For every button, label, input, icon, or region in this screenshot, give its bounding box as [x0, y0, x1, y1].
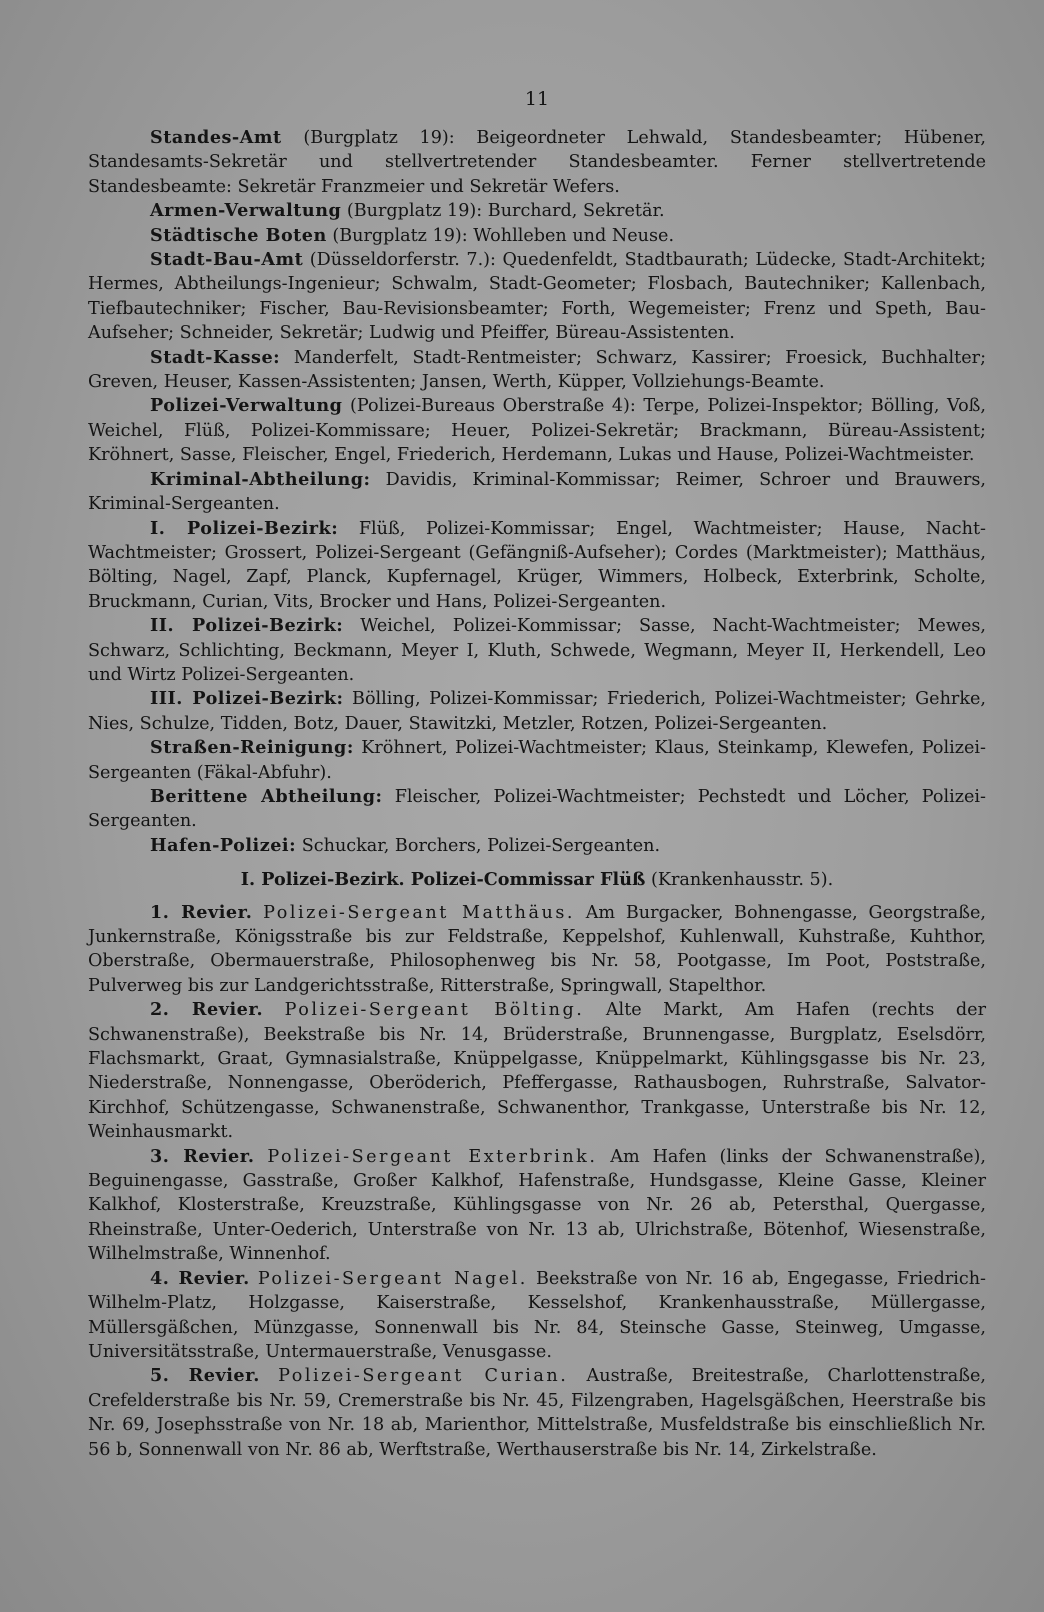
entry-heading: Hafen-Polizei:: [150, 834, 297, 856]
entry-standes-amt: [88, 126, 986, 199]
revier-heading: 3. Revier.: [150, 1145, 255, 1167]
entry-text: (Düsseldorferstr. 7.): Quedenfeldt, Stadtbaurath; Lüdecke, Stadt-Architekt; Hermes, Abtheilungs-Ingenieur; Schwalm, Stadt-Geometer; Flosbach, Bautechniker; Kallenbach, Tiefbautechniker; Fischer, Bau-Revisionsbeamter; Forth, Wegemeister; Frenz und Speth, Bau-Aufseher; Schneider, Sekretär; Ludwig und Pfeiffer, Büreau-Assistenten.: [88, 250, 986, 344]
entry-stadt-bau-amt: [88, 248, 986, 346]
entry-heading: Straßen-Reinigung:: [150, 737, 354, 759]
entry-text: Davidis, Kriminal-Kommissar; Reimer, Schroer und Brauwers, Kriminal-Sergeanten.: [88, 469, 986, 515]
entry-polizei-bezirk-1: [88, 517, 986, 615]
entry-text: Manderfelt, Stadt-Rentmeister; Schwarz, Kassirer; Froesick, Buchhalter; Greven, Heuser, Kassen-Assistenten; Jansen, Werth, Küpper, Vollziehungs-Beamte.: [88, 347, 986, 393]
entry-text: (Burgplatz 19): Burchard, Sekretär.: [341, 201, 665, 222]
entry-text: (Burgplatz 19): Beigeordneter Lehwald, Standesbeamter; Hübener, Standesamts-Sekretär und stellvertretender Standesbeamter. Ferner stellvertretende Standesbeamte: Sekretär Franzmeier und Sekretär Wefers.: [88, 128, 986, 197]
entry-polizei-bezirk-3: [88, 687, 986, 736]
entry-berittene-abtheilung: [88, 785, 986, 834]
entry-heading: I. Polizei-Bezirk:: [150, 517, 339, 539]
entry-heading: Standes-Amt: [150, 127, 282, 148]
entry-text: (Polizei-Bureaus Oberstraße 4): Terpe, Polizei-Inspektor; Bölling, Voß, Weichel, Flüß, Polizei-Kommissare; Heuer, Polizei-Sekretär; Brackmann, Büreau-Assistent; Kröhnert, Sasse, Fleischer, Engel, Friederich, Herdemann, Lukas und Hause, Polizei-Wachtmeister.: [88, 396, 986, 466]
entry-text: (Burgplatz 19): Wohlleben und Neuse.: [326, 225, 675, 246]
entry-heading: Berittene Abtheilung:: [150, 785, 383, 807]
revier-sergeant: Polizei-Sergeant Exterbrink.: [267, 1146, 598, 1167]
section-heading-bold: I. Polizei-Bezirk. Polizei-Commissar Flüß: [240, 869, 646, 891]
entry-text: Kröhnert, Polizei-Wachtmeister; Klaus, Steinkamp, Klewefen, Polizei-Sergeanten (Fäkal-Abfuhr).: [88, 738, 986, 783]
revier-streets: Am Burgacker, Bohnengasse, Georgstraße, Junkernstraße, Königsstraße bis zur Feldstraße, Keppelshof, Kuhlenwall, Kuhstraße, Kuhthor, Oberstraße, Obermauerstraße, Philosophenweg bis Nr. 58, Pootgasse, Im Poot, Poststraße, Pulverweg bis zur Landgerichtsstraße, Ritterstraße, Springwall, Stapelthor.: [88, 902, 987, 996]
entry-text: Fleischer, Polizei-Wachtmeister; Pechstedt und Löcher, Polizei-Sergeanten.: [88, 786, 986, 832]
entry-polizei-verwaltung: [88, 394, 986, 467]
revier-heading: 4. Revier.: [150, 1267, 250, 1289]
revier-heading: 5. Revier.: [150, 1365, 260, 1387]
entry-heading: Armen-Verwaltung: [150, 200, 342, 222]
entry-heading: Stadt-Bau-Amt: [150, 249, 304, 271]
section-heading-rest: (Krankenhausstr. 5).: [645, 870, 834, 891]
entry-heading: Stadt-Kasse:: [150, 346, 281, 368]
entry-heading: Polizei-Verwaltung: [150, 395, 343, 417]
revier-streets: Alte Markt, Am Hafen (rechts der Schwanenstraße), Beekstraße bis Nr. 14, Brüderstraße, Brunnengasse, Burgplatz, Eselsdörr, Flachsmarkt, Graat, Gymnasialstraße, Knüppelgasse, Knüppelmarkt, Kühlingsgasse bis Nr. 23, Niederstraße, Nonnengasse, Oberöderich, Pfeffergasse, Rathausbogen, Ruhrstraße, Salvator-Kirchhof, Schützengasse, Schwanenstraße, Schwanenthor, Trankgasse, Unterstraße bis Nr. 12, Weinhausmarkt.: [88, 1000, 987, 1143]
entry-heading: III. Polizei-Bezirk:: [150, 688, 344, 710]
entry-kriminal-abtheilung: [88, 468, 986, 517]
entry-polizei-bezirk-2: [88, 614, 986, 687]
entry-text: Flüß, Polizei-Kommissar; Engel, Wachtmeister; Hause, Nacht-Wachtmeister; Grossert, Polizei-Sergeant (Gefängniß-Aufseher); Cordes (Marktmeister); Matthäus, Bölting, Nagel, Zapf, Planck, Kupfernagel, Krüger, Wimmers, Holbeck, Exterbrink, Scholte, Bruckmann, Curian, Vits, Brocker und Hans, Polizei-Sergeanten.: [88, 518, 987, 612]
revier-streets: Am Hafen (links der Schwanenstraße), Beguinengasse, Gasstraße, Großer Kalkhof, Hafenstraße, Hundsgasse, Kleine Gasse, Kleiner Kalkhof, Klosterstraße, Kreuzstraße, Kühlingsgasse von Nr. 26 ab, Petersthal, Quergasse, Rheinstraße, Unter-Oederich, Unterstraße von Nr. 13 ab, Ulrichstraße, Bötenhof, Wiesenstraße, Wilhelmstraße, Winnenhof.: [88, 1146, 986, 1265]
entry-heading: II. Polizei-Bezirk:: [150, 615, 344, 637]
entry-stadt-kasse: [88, 346, 986, 395]
entry-text: Bölling, Polizei-Kommissar; Friederich, Polizei-Wachtmeister; Gehrke, Nies, Schulze, Tidden, Botz, Dauer, Stawitzki, Metzler, Rotzen, Polizei-Sergeanten.: [88, 689, 986, 734]
revier-sergeant: Polizei-Sergeant Matthäus.: [263, 902, 575, 923]
revier-5: [88, 1364, 986, 1462]
revier-4: [88, 1267, 986, 1365]
entry-hafen-polizei: [88, 834, 986, 858]
entry-text: Weichel, Polizei-Kommissar; Sasse, Nacht-Wachtmeister; Mewes, Schwarz, Schlichting, Beckmann, Meyer I, Kluth, Schwede, Wegmann, Meyer II, Herkendell, Leo und Wirtz Polizei-Sergeanten.: [88, 616, 986, 685]
revier-sergeant: Polizei-Sergeant Bölting.: [284, 1000, 585, 1021]
revier-heading: 1. Revier.: [150, 901, 253, 923]
page-number: 11: [524, 88, 550, 110]
revier-sergeant: Polizei-Sergeant Nagel.: [257, 1268, 528, 1289]
section-heading: [88, 868, 986, 892]
entry-staedtische-boten: [88, 224, 986, 248]
entry-armen-verwaltung: [88, 199, 986, 223]
revier-3: [88, 1145, 986, 1267]
revier-streets: Austraße, Breitestraße, Charlottenstraße, Crefelderstraße bis Nr. 59, Cremerstraße bis Nr. 45, Filzengraben, Hagelsgäßchen, Heerstraße bis Nr. 69, Josephsstraße von Nr. 18 ab, Marienthor, Mittelstraße, Musfeldstraße bis einschließlich Nr. 56 b, Sonnenwall von Nr. 86 ab, Werftstraße, Werthauserstraße bis Nr. 14, Zirkelstraße.: [88, 1366, 987, 1460]
entry-text: Schuckar, Borchers, Polizei-Sergeanten.: [296, 835, 661, 856]
revier-sergeant: Polizei-Sergeant Curian.: [278, 1366, 569, 1387]
revier-2: [88, 998, 986, 1144]
revier-streets: Beekstraße von Nr. 16 ab, Engegasse, Friedrich-Wilhelm-Platz, Holzgasse, Kaiserstraße, Kesselshof, Krankenhausstraße, Müllergasse, Müllersgäßchen, Münzgasse, Sonnenwall bis Nr. 84, Steinsche Gasse, Steinweg, Umgasse, Universitätsstraße, Untermauerstraße, Venusgasse.: [88, 1268, 987, 1362]
entry-strassen-reinigung: [88, 736, 986, 785]
entry-heading: Städtische Boten: [150, 224, 327, 246]
revier-heading: 2. Revier.: [150, 999, 264, 1021]
revier-1: [88, 901, 986, 999]
entry-heading: Kriminal-Abtheilung:: [150, 468, 371, 490]
